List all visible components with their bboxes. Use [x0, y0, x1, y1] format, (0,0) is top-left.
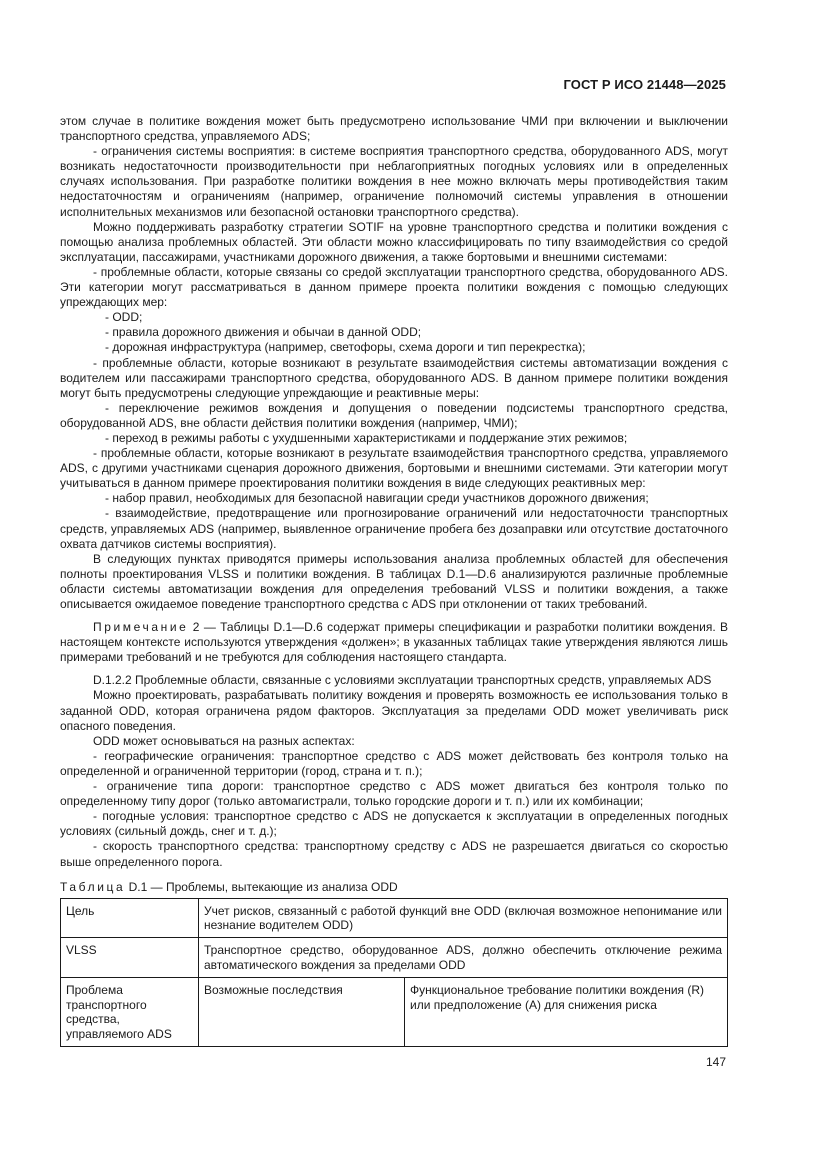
- table-cell-value: Учет рисков, связанный с работой функций вне ODD (включая возможное непонимание или незнание водителем ODD): [199, 898, 728, 938]
- table-header-cell: Возможные последствия: [199, 977, 405, 1046]
- table-header-cell: Функциональное требование политики вождения (R) или предположение (А) для снижения риска: [405, 977, 728, 1046]
- section-heading: D.1.2.2 Проблемные области, связанные с условиями эксплуатации транспортных средств, управляемых ADS: [93, 673, 712, 688]
- list-item: - дорожная инфраструктура (например, светофоры, схема дороги и тип перекрестка);: [105, 340, 586, 355]
- document-header: ГОСТ Р ИСО 21448—2025: [563, 77, 726, 92]
- note-label: Примечание: [93, 620, 189, 635]
- table-header-row: [61, 977, 728, 1046]
- list-item: - проблемные области, которые возникают в результате взаимодействия системы автоматизации вождения с водителем или пассажирами транспортного средства, оборудованного ADS. В данном примере политики вождения могут быть предусмотрены следующие упреждающие и реактивные меры:: [60, 355, 728, 400]
- table-row: [61, 938, 728, 978]
- list-item: - ограничение типа дороги: транспортное средство с ADS может двигаться без контроля только по определенному типу дорог (только автомагистрали, только городские дороги и т. п.) или их комбинации;: [60, 779, 728, 809]
- list-item: - проблемные области, которые возникают в результате взаимодействия транспортного средства, управляемого ADS, с другими участниками сценария дорожного движения, бортовыми и внешними системами. Эти категории могут учитываться в данном примере проектирования политики вождения в виде следующих реактивных мер:: [60, 446, 728, 491]
- list-item: - набор правил, необходимых для безопасной навигации среди участников дорожного движения;: [105, 491, 649, 506]
- paragraph: этом случае в политике вождения может быть предусмотрено использование ЧМИ при включении и выключении транспортного средства, управляемого ADS;: [60, 114, 728, 144]
- table-d1: [60, 898, 728, 1047]
- table-cell-label: VLSS: [61, 938, 199, 978]
- list-item: - правила дорожного движения и обычаи в данной ODD;: [105, 325, 422, 340]
- list-item: - ограничения системы восприятия: в системе восприятия транспортного средства, оборудованного ADS, могут возникать недостаточности производительности при неблагоприятных погодных условиях или в определенных случаях использования. При разработке политики вождения в нее можно включать меры противодействия таким недостаточностям и ограничениям (например, ограничение полномочий системы управления в отношении исполнительных механизмов или безопасной остановки транспортного средства).: [60, 144, 728, 219]
- list-item: - взаимодействие, предотвращение или прогнозирование ограничений или недостаточности транспортных средств, управляемых ADS (например, выявленное ограничение пробега без дозаправки или отсутствие достаточного охвата датчиков системы восприятия).: [60, 506, 728, 551]
- page-number: 147: [705, 1055, 726, 1069]
- table-caption-text: D.1 — Проблемы, вытекающие из анализа ODD: [128, 879, 398, 894]
- table-cell-label: Цель: [61, 898, 199, 938]
- list-item: - проблемные области, которые связаны со средой эксплуатации транспортного средства, оборудованного ADS. Эти категории могут рассматриваться в данном примере проекта политики вождения с помощью следующих упреждающих мер:: [60, 264, 728, 310]
- list-item: - скорость транспортного средства: транспортному средству с ADS не разрешается двигаться со скоростью выше определенного порога.: [60, 839, 728, 869]
- table-header-cell: Проблема транспортного средства, управляемого ADS: [61, 977, 199, 1046]
- note-number: 2: [192, 620, 200, 635]
- table-caption-label: Таблица: [60, 879, 126, 894]
- table-cell-value: Транспортное средство, оборудованное ADS, должно обеспечить отключение режима автоматического вождения за пределами ODD: [199, 938, 728, 978]
- paragraph: ODD может основываться на разных аспектах:: [93, 733, 355, 748]
- list-item: - ODD;: [105, 310, 143, 325]
- list-item: - погодные условия: транспортное средство с ADS не допускается к эксплуатации в определенных погодных условиях (сильный дождь, снег и т. д.);: [60, 809, 728, 839]
- page-body: [60, 114, 728, 1047]
- list-item: - географические ограничения: транспортное средство с ADS может действовать без контроля только на определенной и ограниченной территории (город, страна и т. п.);: [60, 748, 728, 778]
- list-item: - переключение режимов вождения и допущения о поведении подсистемы транспортного средства, оборудованной ADS, вне области действия политики вождения (например, ЧМИ);: [60, 400, 728, 430]
- paragraph: В следующих пунктах приводятся примеры использования анализа проблемных областей для обеспечения полноты проектирования VLSS и политики вождения. В таблицах D.1—D.6 анализируются различные проблемные области системы автоматизации вождения для определения требований VLSS и политики вождения, а также описывается ожидаемое поведение транспортного средства с ADS при отклонении от таких требований.: [60, 551, 728, 611]
- paragraph: Можно проектировать, разрабатывать политику вождения и проверять возможность ее использования только в заданной ODD, которая ограничена рядом факторов. Эксплуатация за пределами ODD может увеличивать риск опасного поведения.: [60, 688, 728, 733]
- note: [60, 620, 728, 665]
- paragraph: Можно поддерживать разработку стратегии SOTIF на уровне транспортного средства и политики вождения с помощью анализа проблемных областей. Эти области можно классифицировать по типу взаимодействия со средой эксплуатации, пассажирами, участниками дорожного движения, а также бортовыми и внешними системами:: [60, 219, 728, 264]
- table-caption: [60, 880, 728, 895]
- table-row: [61, 898, 728, 938]
- list-item: - переход в режимы работы с ухудшенными характеристиками и поддержание этих режимов;: [105, 430, 628, 445]
- note-text: — Таблицы D.1—D.6 содержат примеры спецификации и разработки политики вождения. В настоящем контексте используются утверждения «должен»; в указанных таблицах такие утверждения являются лишь примерами требований и не требуются для соблюдения настоящего стандарта.: [60, 620, 728, 665]
